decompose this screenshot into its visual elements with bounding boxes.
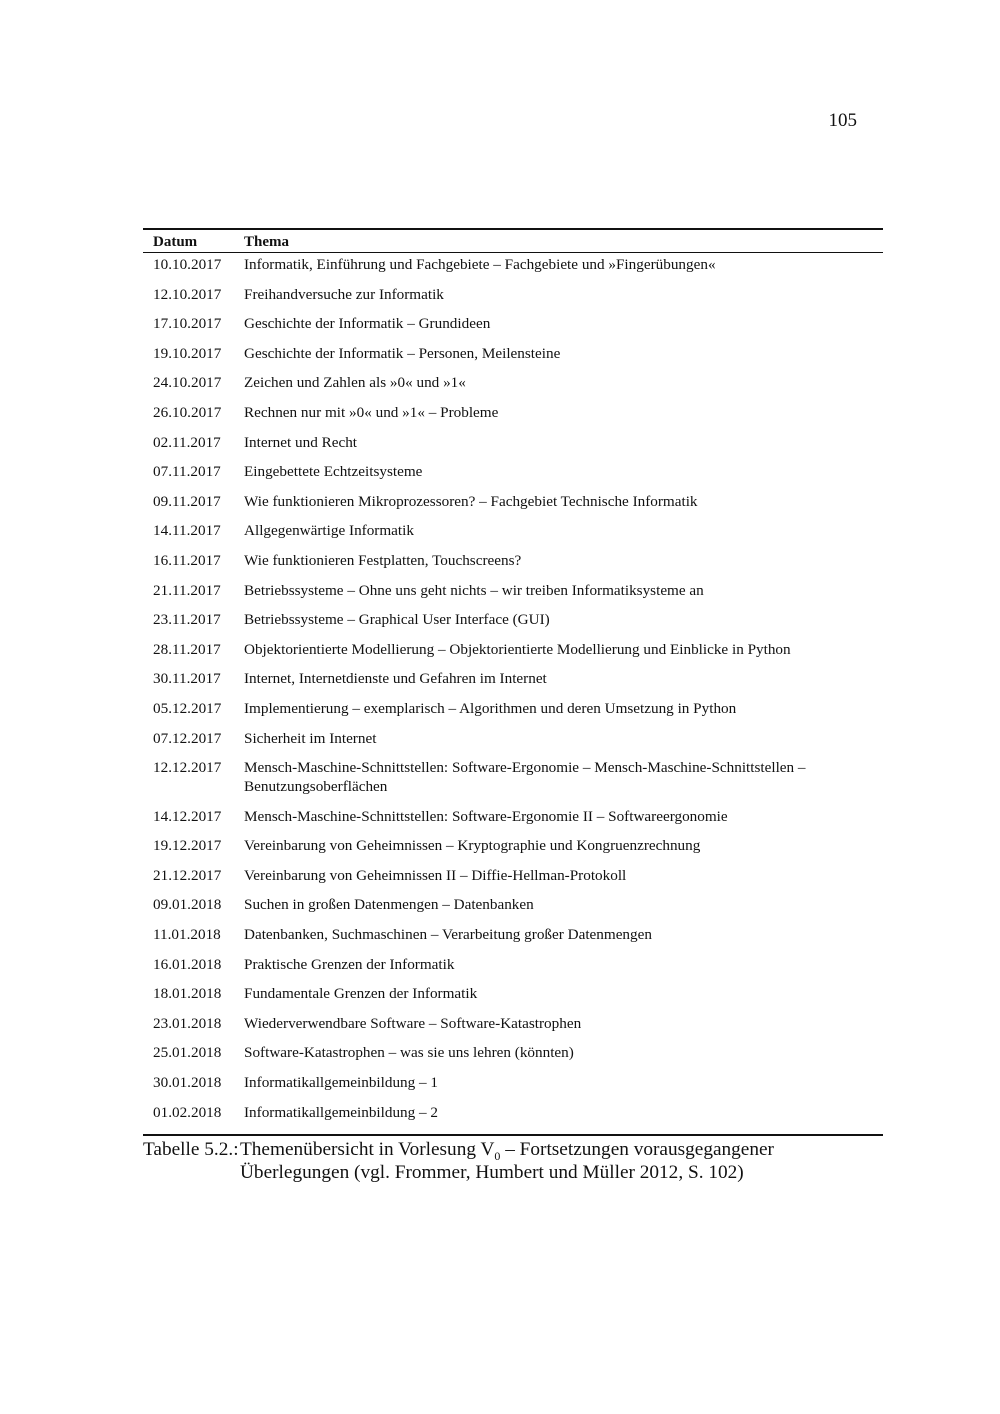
row-date: 21.12.2017 <box>153 866 222 884</box>
row-topic: Geschichte der Informatik – Grundideen <box>244 315 491 333</box>
table-row <box>143 669 883 699</box>
row-date: 10.10.2017 <box>153 256 222 273</box>
row-date: 02.11.2017 <box>153 433 221 451</box>
row-date: 17.10.2017 <box>153 315 222 333</box>
table-row <box>143 925 883 955</box>
table-row <box>143 758 883 807</box>
row-topic: Eingebettete Echtzeitsysteme <box>244 463 423 481</box>
row-topic: Datenbanken, Suchmaschinen – Verarbeitung großer Datenmengen <box>244 925 652 943</box>
row-date: 07.11.2017 <box>153 463 221 481</box>
table-row <box>143 521 883 551</box>
table-row <box>143 699 883 729</box>
row-date: 12.12.2017 <box>153 759 222 777</box>
row-topic: Betriebssysteme – Ohne uns geht nichts – wir treiben Informatiksysteme an <box>244 581 704 599</box>
table-row <box>143 729 883 759</box>
table-row <box>143 955 883 985</box>
page-number: 105 <box>828 110 857 131</box>
table-body <box>143 253 883 1134</box>
row-topic: Betriebssysteme – Graphical User Interface (GUI) <box>244 611 550 629</box>
row-date: 25.01.2018 <box>153 1044 222 1062</box>
table-row <box>143 984 883 1014</box>
table-row <box>143 285 883 315</box>
row-date: 23.01.2018 <box>153 1014 222 1032</box>
row-date: 14.11.2017 <box>153 522 221 540</box>
row-topic: Praktische Grenzen der Informatik <box>244 955 455 973</box>
table-row <box>143 1043 883 1073</box>
row-topic: Implementierung – exemplarisch – Algorithmen und deren Umsetzung in Python <box>244 699 737 717</box>
row-date: 21.11.2017 <box>153 581 221 599</box>
table-row <box>143 836 883 866</box>
table-row <box>143 551 883 581</box>
row-topic: Rechnen nur mit »0« und »1« – Probleme <box>244 403 499 421</box>
caption-text-end: – Fortsetzungen vorausgegangener Überlegungen (vgl. Frommer, Humbert und Müller 2012, S. 102) <box>240 1139 774 1183</box>
row-topic: Objektorientierte Modellierung – Objektorientierte Modellierung und Einblicke in Python <box>244 640 791 658</box>
row-date: 05.12.2017 <box>153 699 222 717</box>
caption-text <box>240 1138 863 1184</box>
row-topic: Wiederverwendbare Software – Software-Katastrophen <box>244 1014 582 1032</box>
row-topic: Freihandversuche zur Informatik <box>244 285 444 303</box>
row-date: 24.10.2017 <box>153 374 222 392</box>
table-row <box>143 462 883 492</box>
row-topic: Geschichte der Informatik – Personen, Meilensteine <box>244 344 561 362</box>
row-topic: Wie funktionieren Mikroprozessoren? – Fachgebiet Technische Informatik <box>244 492 698 510</box>
table-row <box>143 581 883 611</box>
row-date: 23.11.2017 <box>153 611 221 629</box>
row-topic: Vereinbarung von Geheimnissen II – Diffie-Hellman-Protokoll <box>244 866 627 884</box>
table-header-row <box>143 230 883 252</box>
table-row <box>143 255 883 285</box>
header-topic: Thema <box>244 234 289 250</box>
table-row <box>143 403 883 433</box>
row-date: 14.12.2017 <box>153 807 222 825</box>
table-row <box>143 610 883 640</box>
table-row <box>143 492 883 522</box>
caption-label: Tabelle 5.2.: <box>143 1139 239 1160</box>
row-date: 11.01.2018 <box>153 925 221 943</box>
row-date: 16.11.2017 <box>153 551 221 569</box>
row-date: 30.11.2017 <box>153 670 221 688</box>
row-topic: Informatikallgemeinbildung – 2 <box>244 1103 439 1121</box>
row-topic: Suchen in großen Datenmengen – Datenbanken <box>244 896 534 914</box>
row-topic: Zeichen und Zahlen als »0« und »1« <box>244 374 466 392</box>
row-topic: Informatikallgemeinbildung – 1 <box>244 1073 439 1091</box>
row-date: 09.01.2018 <box>153 896 222 914</box>
row-topic: Mensch-Maschine-Schnittstellen: Software-Ergonomie II – Softwareergonomie <box>244 807 728 825</box>
row-date: 12.10.2017 <box>153 285 222 303</box>
table-row <box>143 344 883 374</box>
row-topic: Internet und Recht <box>244 433 358 451</box>
table-row <box>143 373 883 403</box>
row-date: 30.01.2018 <box>153 1073 222 1091</box>
table-row <box>143 866 883 896</box>
table-row <box>143 314 883 344</box>
row-topic: Informatik, Einführung und Fachgebiete – Fachgebiete und »Fingerübungen« <box>244 256 716 273</box>
row-topic: Sicherheit im Internet <box>244 729 377 747</box>
table-row <box>143 895 883 925</box>
row-date: 07.12.2017 <box>153 729 222 747</box>
row-topic: Fundamentale Grenzen der Informatik <box>244 985 478 1003</box>
table-row <box>143 1014 883 1044</box>
row-date: 26.10.2017 <box>153 403 222 421</box>
row-date: 28.11.2017 <box>153 640 221 658</box>
row-date: 16.01.2018 <box>153 955 222 973</box>
row-date: 01.02.2018 <box>153 1103 222 1121</box>
table-row <box>143 1103 883 1133</box>
table-bottom-rule <box>143 1134 883 1136</box>
row-date: 09.11.2017 <box>153 492 221 510</box>
row-topic: Internet, Internetdienste und Gefahren im Internet <box>244 670 547 688</box>
header-date: Datum <box>153 234 198 250</box>
table-row <box>143 807 883 837</box>
row-topic: Allgegenwärtige Informatik <box>244 522 414 540</box>
row-topic: Software-Katastrophen – was sie uns lehren (könnten) <box>244 1044 574 1062</box>
caption-text-start: Themenübersicht in Vorlesung V <box>240 1139 495 1160</box>
row-date: 18.01.2018 <box>153 985 222 1003</box>
caption-subscript: 0 <box>494 1148 501 1163</box>
row-date: 19.12.2017 <box>153 837 222 855</box>
topics-table <box>143 228 883 1136</box>
table-caption <box>143 1138 863 1184</box>
table-row <box>143 1073 883 1103</box>
row-topic: Vereinbarung von Geheimnissen – Kryptographie und Kongruenzrechnung <box>244 837 701 855</box>
table-row <box>143 433 883 463</box>
row-topic: Mensch-Maschine-Schnittstellen: Software-Ergonomie – Mensch-Maschine-Schnittstellen – Benutzungsoberflächen <box>244 759 806 796</box>
row-topic: Wie funktionieren Festplatten, Touchscreens? <box>244 551 522 569</box>
table-row <box>143 640 883 670</box>
row-date: 19.10.2017 <box>153 344 222 362</box>
